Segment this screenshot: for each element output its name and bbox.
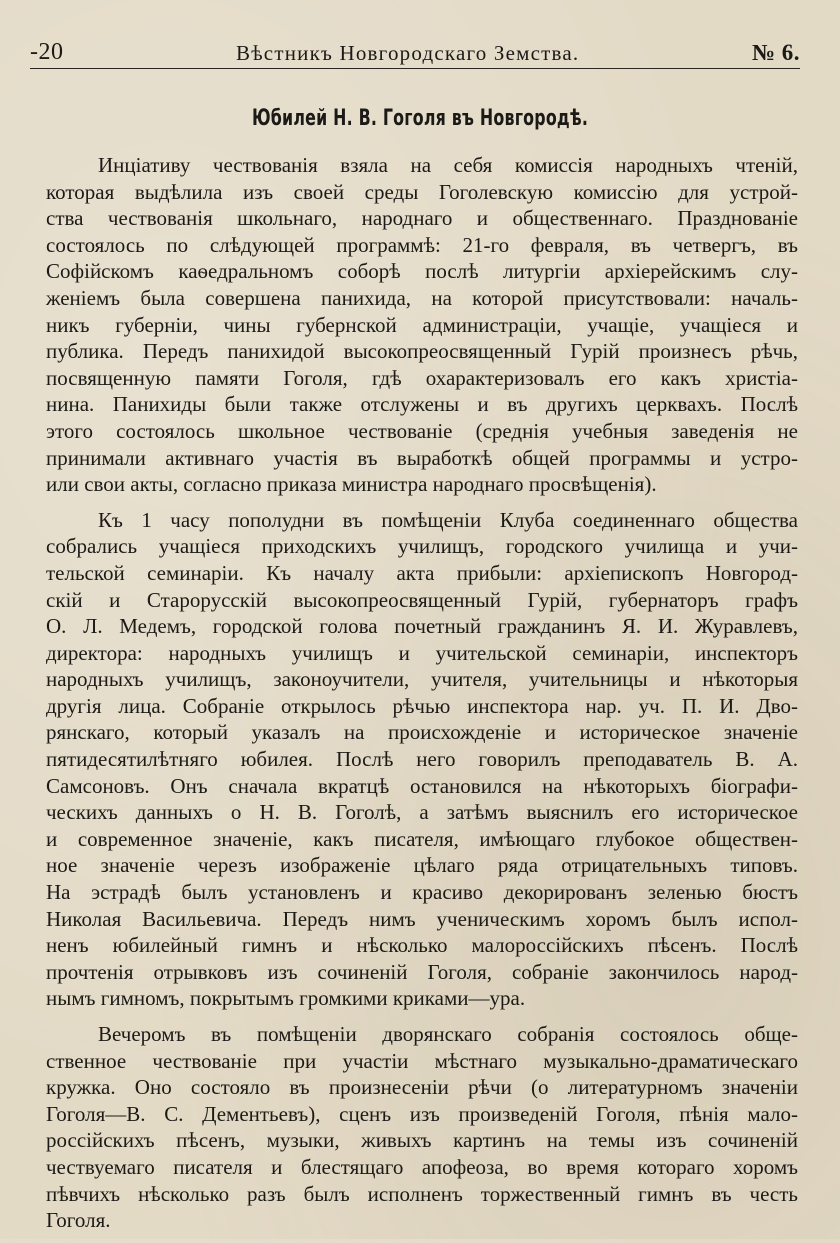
text-line: Инціативу чествованія взяла на себя комиссія народныхъ чтеній, xyxy=(98,153,798,177)
text-line: прочтенія отрывковъ изъ сочиненій Гоголя, собраніе закончилось народ- xyxy=(46,959,798,984)
article-title: Юбилей Н. В. Гоголя въ Новгородѣ. xyxy=(251,106,589,131)
text-line: нымъ гимномъ, покрытымъ громкими криками—ура. xyxy=(46,986,526,1011)
text-line: На эстрадѣ былъ установленъ и красиво декорированъ зеленью бюстъ xyxy=(46,880,798,905)
text-line: ства чествованія школьнаго, народнаго и общественнаго. Празднованіе xyxy=(46,206,798,231)
paragraph xyxy=(46,1021,798,1234)
text-line: которая выдѣлила изъ своей среды Гоголевскую комиссію для устрой- xyxy=(46,179,798,204)
text-line: Николая Васильевича. Передъ нимъ ученическимъ хоромъ былъ испол- xyxy=(46,906,798,931)
text-line: тельской семинаріи. Къ началу акта прибыли: архіепископъ Новгород- xyxy=(46,560,798,585)
text-line: ненъ юбилейный гимнъ и нѣсколько малороссійскихъ пѣсенъ. Послѣ xyxy=(46,933,798,958)
text-line: Гоголя—В. С. Дементьевъ), сценъ изъ произведеній Гоголя, пѣнія мало- xyxy=(46,1101,798,1126)
text-line: Къ 1 часу пополудни въ помѣщеніи Клуба соединеннаго общества xyxy=(98,507,798,532)
text-line: публика. Передъ панихидой высокопреосвященный Гурій произнесъ рѣчь, xyxy=(46,339,798,364)
text-line: россійскихъ пѣсенъ, музыки, живыхъ картинъ на темы изъ сочиненій xyxy=(46,1128,798,1153)
text-line: народныхъ училищъ, законоучители, учителя, учительницы и нѣкоторыя xyxy=(46,667,798,692)
text-line: никъ губерніи, чины губернской администраціи, учащіе, учащіеся и xyxy=(46,312,798,337)
text-line: или свои акты, согласно приказа министра народнаго просвѣщенія). xyxy=(46,472,657,497)
text-line: другія лица. Собраніе открылось рѣчью инспектора нар. уч. П. И. Дво- xyxy=(46,693,798,718)
text-line: директора: народныхъ училищъ и учительской семинаріи, инспекторъ xyxy=(46,640,798,665)
text-line: этого состоялось школьное чествованіе (среднія учебныя заведенія не xyxy=(46,418,798,443)
issue-number: № 6. xyxy=(751,40,800,65)
text-line: пятидесятилѣтняго юбилея. Послѣ него говорилъ преподаватель В. А. xyxy=(46,747,798,772)
paragraph xyxy=(46,507,798,1012)
running-head xyxy=(30,30,800,66)
text-line: и современное значеніе, какъ писателя, имѣющаго глубокое обществен- xyxy=(46,826,798,851)
page-number: -20 xyxy=(30,39,64,65)
text-line: ческихъ данныхъ о Н. В. Гоголѣ, а затѣмъ выяснилъ его историческое xyxy=(46,800,798,825)
text-line: посвященную памяти Гоголя, гдѣ охарактеризовалъ его какъ христіа- xyxy=(46,365,798,390)
text-line: состоялось по слѣдующей программѣ: 21-го февраля, въ четвергъ, въ xyxy=(46,232,798,257)
text-line: О. Л. Медемъ, городской голова почетный гражданинъ Я. И. Журавлевъ, xyxy=(46,614,798,639)
paragraph xyxy=(46,152,798,498)
text-line: нина. Панихиды были также отслужены и въ другихъ церквахъ. Послѣ xyxy=(46,392,798,417)
text-line: собрались учащіеся приходскихъ училищъ, городского училища и учи- xyxy=(46,534,798,559)
text-line: Самсоновъ. Онъ сначала вкратцѣ остановился на нѣкоторыхъ біографи- xyxy=(46,773,798,798)
text-line: Вечеромъ въ помѣщеніи дворянскаго собранія состоялось обще- xyxy=(98,1022,798,1046)
text-line: скій и Старорусскій высокопреосвященный Гурій, губернаторъ графъ xyxy=(46,587,798,612)
text-line: Гоголя. xyxy=(46,1208,111,1233)
header-rule xyxy=(30,68,800,69)
article-body xyxy=(46,152,798,1243)
text-line: чествуемаго писателя и блестящаго апофеоза, во время котораго хоромъ xyxy=(46,1154,798,1179)
text-line: пѣвчихъ нѣсколько разъ былъ исполненъ торжественный гимнъ въ честь xyxy=(46,1181,798,1206)
text-line: рянскаго, который указалъ на происхожденіе и историческое значеніе xyxy=(46,720,798,745)
text-line: кружка. Оно состояло въ произнесеніи рѣчи (о литературномъ значеніи xyxy=(46,1075,798,1100)
text-line: Софійскомъ каѳедральномъ соборѣ послѣ литургіи архіерейскимъ слу- xyxy=(46,259,798,284)
text-line: ное значеніе черезъ изображеніе цѣлаго ряда отрицательныхъ типовъ. xyxy=(46,853,798,878)
text-line: принимали активнаго участія въ выработкѣ общей программы и устро- xyxy=(46,445,798,470)
journal-title: Вѣстникъ Новгородскаго Земства. xyxy=(236,41,580,65)
text-line: женіемъ была совершена панихида, на которой присутствовали: началь- xyxy=(46,285,798,310)
text-line: ственное чествованіе при участіи мѣстнаго музыкально-драматическаго xyxy=(46,1048,798,1073)
